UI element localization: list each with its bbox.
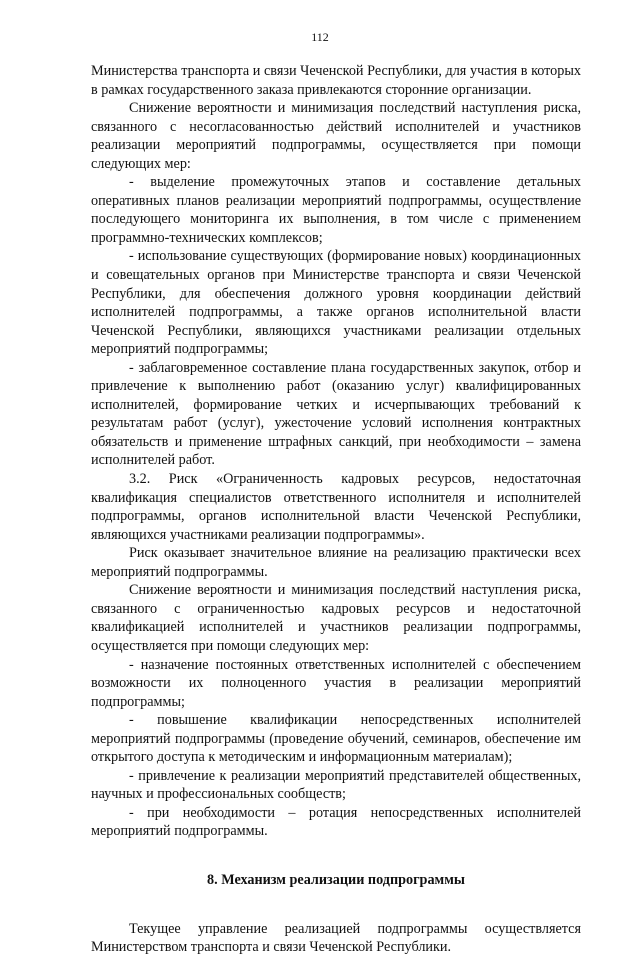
list-item-6: - привлечение к реализации мероприятий представителей общественных, научных и профессиональных сообществ;	[91, 767, 581, 803]
list-item-4: - назначение постоянных ответственных исполнителей с обеспечением возможности их полноценного участия в реализации мероприятий подпрограммы;	[91, 656, 581, 710]
paragraph-1: Министерства транспорта и связи Чеченской Республики, для участия в которых в рамках государственного заказа привлекаются сторонние организации.	[91, 63, 581, 98]
spacer	[91, 841, 581, 871]
page-body	[91, 62, 581, 957]
paragraph-risk-impact: Риск оказывает значительное влияние на реализацию практически всех мероприятий подпрограммы.	[91, 545, 581, 580]
list-item-1: - выделение промежуточных этапов и составление детальных оперативных планов реализации мероприятий подпрограммы, осуществление последующего мониторинга их выполнения, в том числе с применением программно-технических комплексов;	[91, 174, 581, 246]
list-item-5: - повышение квалификации непосредственных исполнителей мероприятий подпрограммы (проведение обучений, семинаров, обеспечение им открытого доступа к методическим и информационным материалам);	[91, 712, 581, 766]
paragraph-measures-intro: Снижение вероятности и минимизация последствий наступления риска, связанного с ограниченностью кадровых ресурсов и недостаточной квалификацией исполнителей и участников реализации подпрограммы, осуществляется при помощи следующих мер:	[91, 582, 581, 654]
closing-paragraph: Текущее управление реализацией подпрограммы осуществляется Министерством транспорта и связи Чеченской Республики.	[91, 920, 581, 956]
paragraph-2: Снижение вероятности и минимизация последствий наступления риска, связанного с несогласованностью действий исполнителей и участников реализации мероприятий подпрограммы, осуществляется при помощи следующих мер:	[91, 100, 581, 172]
list-item-2: - использование существующих (формирование новых) координационных и совещательных органов при Министерстве транспорта и связи Чеченской Республики, для обеспечения должного уровня координации действий исполнителей подпрограммы, а также органов исполнительной власти Чеченской Республики, являющихся участниками реализации отдельных мероприятий подпрограммы;	[91, 248, 581, 358]
list-item-7: - при необходимости – ротация непосредственных исполнителей мероприятий подпрограммы.	[91, 804, 581, 840]
list-item-3: - заблаговременное составление плана государственных закупок, отбор и привлечение к выполнению работ (оказанию услуг) квалифицированных исполнителей, формирование четких и исчерпывающих требований к результатам работ (услуг), ужесточение условий исполнения контрактных обязательств и применение штрафных санкций, при необходимости – замена исполнителей работ.	[91, 359, 581, 469]
section-heading: 8. Механизм реализации подпрограммы	[207, 871, 465, 888]
page-number: 112	[311, 30, 329, 44]
paragraph-risk-3-2: 3.2. Риск «Ограниченность кадровых ресурсов, недостаточная квалификация специалистов ответственного исполнителя и исполнителей подпрограммы, органов исполнительной власти Чеченской Республики, являющихся участниками реализации подпрограммы».	[91, 471, 581, 543]
